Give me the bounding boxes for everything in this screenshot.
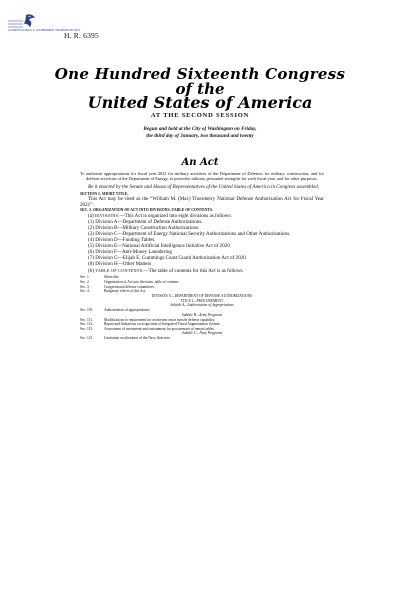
toc-section-number: Sec. 111. [80,317,94,322]
begun-line-2: the third day of January, two thousand and twenty [146,133,254,139]
section-2a-rest: .—This Act is organized into eight divisions as follows: [118,213,232,220]
toc-title-heading: TITLE I—PROCUREMENT [180,298,224,303]
division-item: (2) Division B—Military Construction Authorizations. [88,225,200,232]
division-item: (6) Division F—Anti-Money Laundering [88,248,172,255]
division-item: (8) Division H—Other Matters [88,260,152,267]
toc-section-number: Sec. 113. [80,326,94,331]
begun-line-1: Begun and held at the City of Washington on Friday, [143,126,257,132]
table-of-contents [80,275,324,340]
toc-section-title: Budgetary effects of this Act. [104,289,147,294]
toc-section-number: Sec. 112. [80,322,94,327]
section-2-heading: SEC. 2. ORGANIZATION OF ACT INTO DIVISIONS; TABLE OF CONTENTS. [80,208,214,213]
congress-of: of the [175,80,225,98]
seal-text: AUTHENTICATED U.S. GOVERNMENT INFORMATION GPO [8,29,80,32]
toc-section-title: Limitation on alteration of the Navy fleet mix. [104,336,171,341]
toc-subtitle-heading: Subtitle A—Authorization of Appropriations [170,303,234,308]
toc-section-title: Authorization of appropriations. [104,308,151,313]
division-list [80,220,324,267]
division-item: (5) Division E—National Artificial Intelligence Initiative Act of 2020 [88,242,230,249]
country-title: United States of America [87,93,313,112]
toc-subtitle-heading: Subtitle B—Army Programs [181,312,223,317]
division-item: (7) Division G—Elijah E. Cummings Coast Guard Authorization Act of 2020 [88,254,246,261]
section-2b-text [80,268,324,275]
toc-section-title: Assessment of investment and sustainment for procurement of remote tables. [104,326,215,331]
toc-section-title: Short title. [104,275,120,280]
section-1-text: This Act may be cited as the “William M. (Mac) Thornberry National Defense Authorization Act for Fiscal Year 2021”. [80,195,324,208]
toc-subtitle-heading: Subtitle C—Navy Programs [182,331,222,336]
section-1-heading: SECTION 1. SHORT TITLE. [80,191,129,196]
toc-section-number: Sec. 3. [80,284,90,289]
division-item: (4) Division D—Funding Tables. [88,237,156,244]
toc-section-number: Sec. 101. [80,308,94,313]
division-item: (1) Division A—Department of Defense Authorizations. [88,219,203,226]
section-2a-caps: DIVISIONS [94,213,119,219]
session-dates [0,126,400,140]
act-purpose: To authorize appropriations for fiscal year 2021 for military activities of the Department of Defense, for military construction, and for defense activities of the Department of Energy, to prescribe military personnel strengths for such fiscal year, and for other purposes. [80,171,324,182]
bill-number: H. R. 6395 [64,31,99,40]
act-body [80,171,324,341]
toc-section-number: Sec. 4. [80,289,90,294]
session-heading: AT THE SECOND SESSION [150,112,250,119]
toc-section-number: Sec. 121. [80,336,94,341]
section-2b-rest: .—The table of contents for this Act is as follows: [142,267,244,274]
toc-section-title: Report and limitations on acquisition of Integrated Visual Augmentation System. [104,322,221,327]
gpo-authentication-seal [6,12,80,34]
toc-section-number: Sec. 2. [80,280,90,285]
toc-section-number: Sec. 1. [80,275,90,280]
toc-section-title: Organization of Act into divisions; table of contents. [104,280,180,285]
toc-section-title: Modifications to requirement for an interim cruise missile defense capability. [104,317,215,322]
section-2b-caps: TABLE OF CONTENTS [95,267,143,273]
an-act-heading: An Act [181,157,219,168]
enacting-clause: Be it enacted by the Senate and House of Representatives of the United States of America in Congress assembled, [88,183,320,190]
toc-section-title: Congressional defense committees. [104,284,155,289]
congress-title: One Hundred Sixteenth Congress [54,65,346,83]
section-2b-prefix: (b) [88,267,94,274]
section-2a-prefix: (a) [88,213,94,220]
toc-division-heading: DIVISION A—DEPARTMENT OF DEFENSE AUTHORIZATIONS [151,293,253,298]
toc-row [80,336,324,341]
eagle-seal-icon [6,12,80,34]
division-item: (3) Division C—Department of Energy National Security Authorizations and Other Authorizations. [88,231,291,238]
